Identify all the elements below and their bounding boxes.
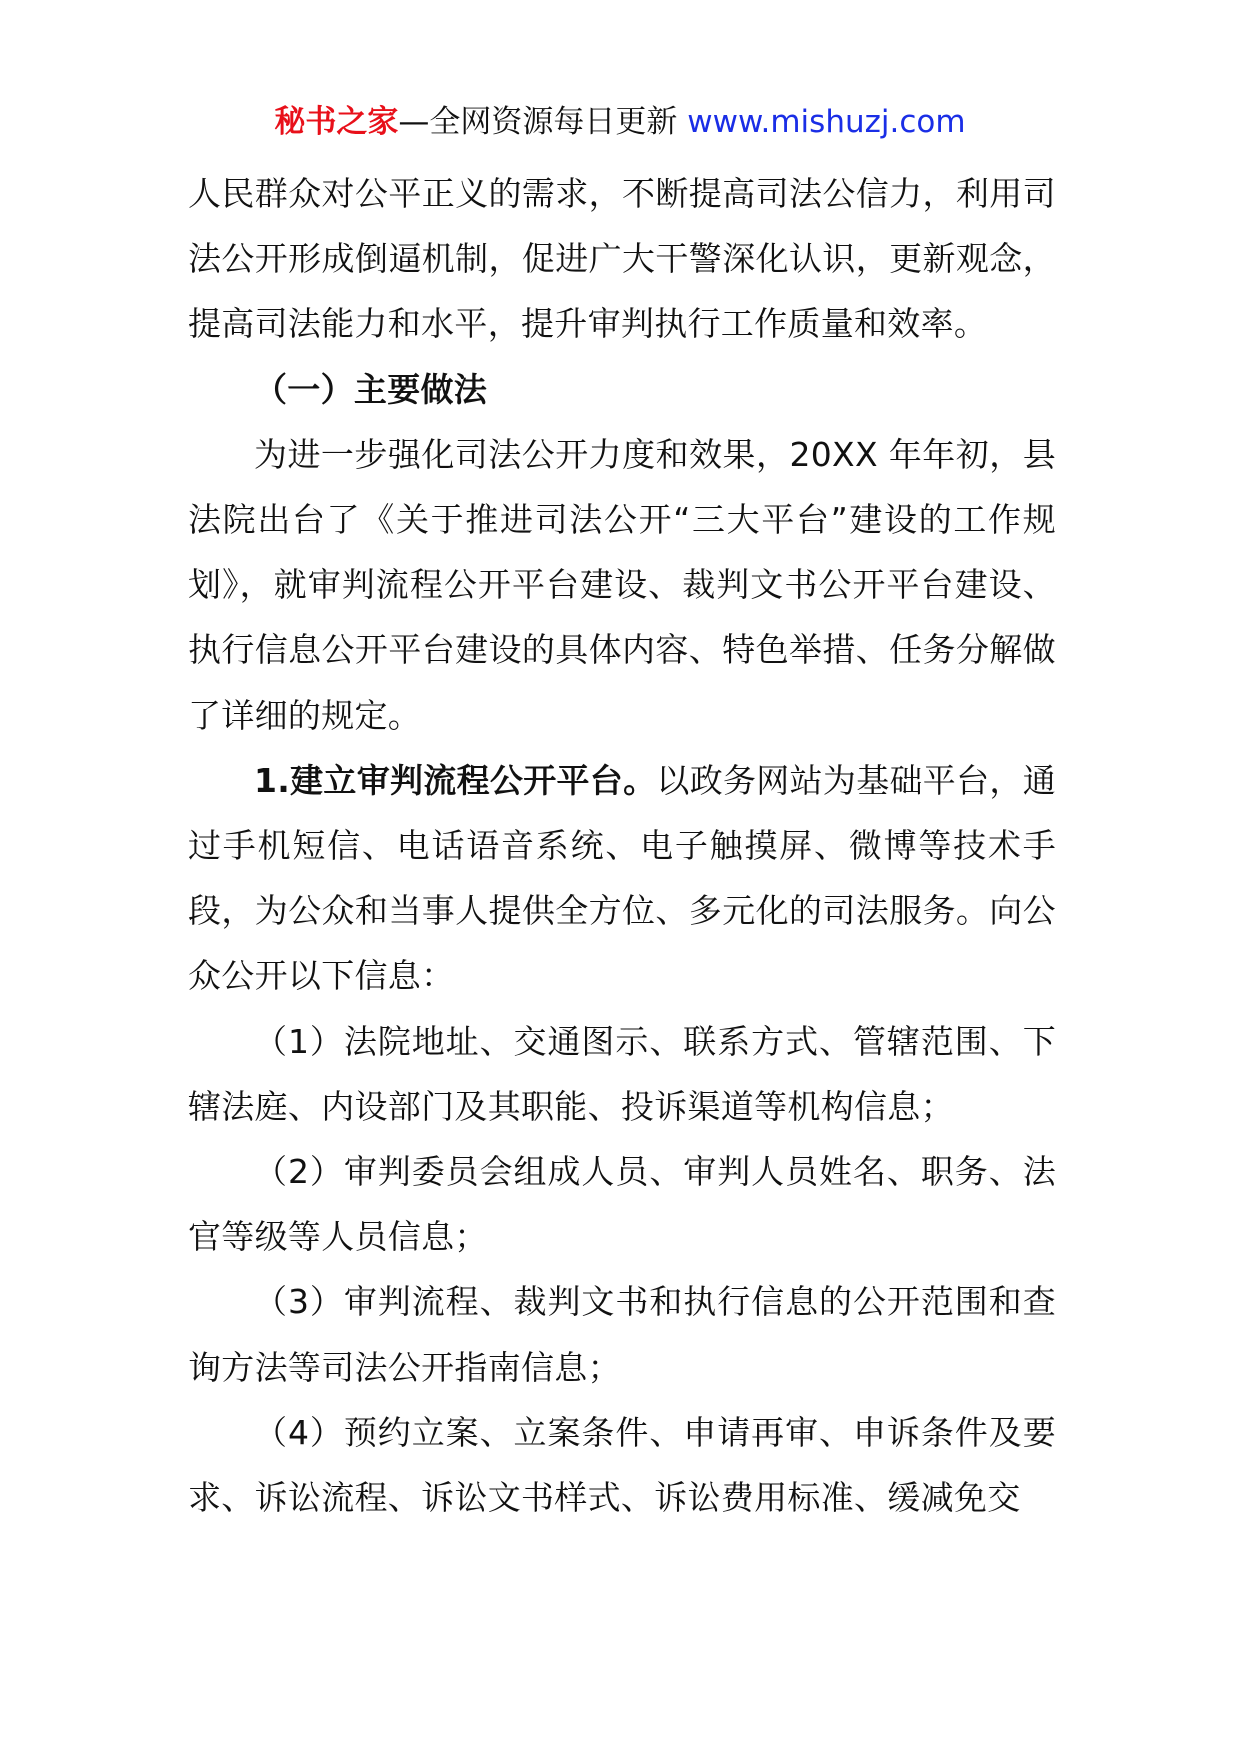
paragraph-plan: 为进一步强化司法公开力度和效果，20XX 年年初，县法院出台了《关于推进司法公开“三大平台”建设的工作规划》，就审判流程公开平台建设、裁判文书公开平台建设、执行信息公开平台建设的具体内容、特色举措、任务分解做了详细的规定。 bbox=[188, 434, 1056, 735]
list-item-4: （4）预约立案、立案条件、申请再审、申诉条件及要求、诉讼流程、诉讼文书样式、诉讼费用标准、缓减免交 bbox=[188, 1412, 1056, 1518]
list-item-3: （3）审判流程、裁判文书和执行信息的公开范围和查询方法等司法公开指南信息； bbox=[188, 1282, 1056, 1387]
paragraph-intro: 人民群众对公平正义的需求，不断提高司法公信力，利用司法公开形成倒逼机制，促进广大干警深化认识，更新观念，提高司法能力和水平，提升审判执行工作质量和效率。 bbox=[188, 174, 1056, 344]
page-header bbox=[0, 100, 1240, 144]
paragraph-platform-text: 以政务网站为基础平台，通过手机短信、电话语音系统、电子触摸屏、微博等技术手段，为公众和当事人提供全方位、多元化的司法服务。向公众公开以下信息： bbox=[188, 760, 1057, 996]
paragraph-platform bbox=[188, 748, 1056, 1009]
brand-name: 秘书之家 bbox=[274, 104, 399, 140]
section-heading: （一）主要做法 bbox=[254, 369, 488, 409]
list-item-1: （1）法院地址、交通图示、联系方式、管辖范围、下辖法庭、内设部门及其职能、投诉渠道等机构信息； bbox=[188, 1021, 1056, 1126]
paragraph-platform-title: 1.建立审判流程公开平台。 bbox=[254, 760, 657, 800]
list-item-2: （2）审判委员会组成人员、审判人员姓名、职务、法官等级等人员信息； bbox=[188, 1152, 1056, 1257]
website-link[interactable]: www.mishuzj.com bbox=[687, 104, 966, 140]
header-slogan: —全网资源每日更新 bbox=[398, 104, 688, 140]
document-body bbox=[188, 161, 1056, 1530]
